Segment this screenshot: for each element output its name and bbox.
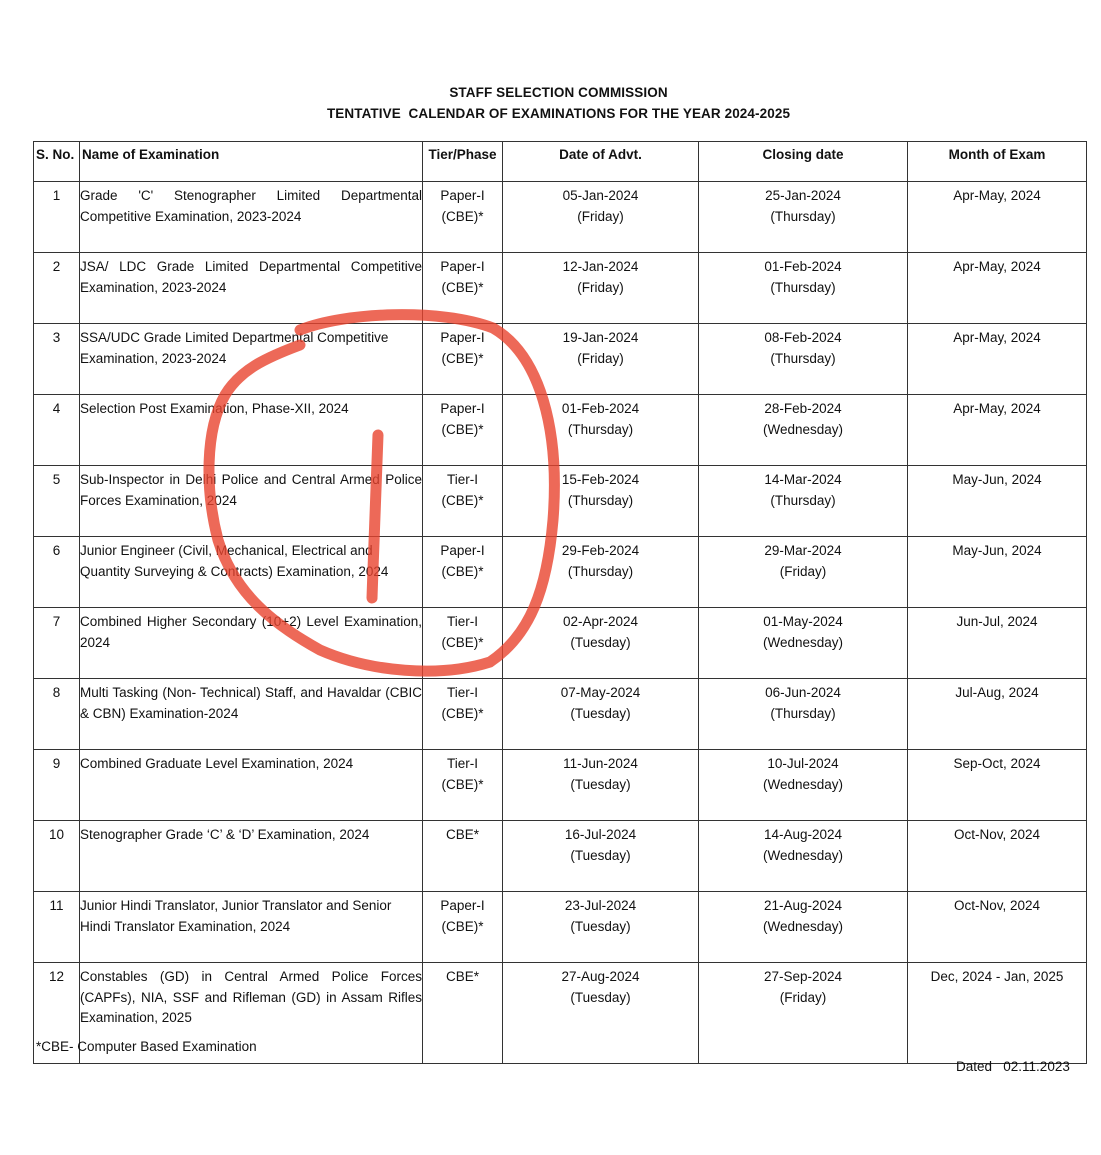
cell-exam-name-name-text: JSA/ LDC Grade Limited Departmental Competitive Examination, 2023-2024 [80,259,422,295]
cell-advt-date-advt-date-text: 02-Apr-2024 [562,614,639,629]
cell-exam-name-name-text: Multi Tasking (Non- Technical) Staff, and Havaldar (CBIC & CBN) Examination-2024 [80,685,422,721]
cell-sno [34,750,80,821]
cell-tier-tier1-text: Paper-I [440,543,485,558]
cell-closing-date-close-day-text: (Thursday) [770,208,836,224]
cell-tier [423,537,503,608]
cell-tier-tier1-text: Paper-I [440,401,485,416]
cell-sno [34,679,80,750]
cell-advt-date [503,963,699,1064]
cell-closing-date-close-day-text: (Friday) [779,563,827,579]
cell-month-month-text: Sep-Oct, 2024 [953,756,1041,771]
cell-exam-name-name-text: Selection Post Examination, Phase-XII, 2024 [80,401,349,416]
cell-month [908,395,1087,466]
cell-tier-tier2-text: (CBE)* [441,563,484,579]
cell-sno [34,395,80,466]
cell-advt-date-advt-date-text: 15-Feb-2024 [561,472,640,487]
cell-advt-date-advt-day-text: (Thursday) [567,563,634,579]
cell-sno-sno-text: 10 [48,827,65,842]
cell-advt-date-advt-day-text: (Thursday) [567,421,634,437]
cell-sno [34,324,80,395]
cell-exam-name-name-text: Combined Higher Secondary (10+2) Level Examination, 2024 [80,614,422,650]
cell-closing-date [699,821,908,892]
cell-exam-name [80,821,423,892]
cell-closing-date [699,892,908,963]
cell-tier-tier2-text: (CBE)* [441,350,484,366]
cell-exam-name-name-text: SSA/UDC Grade Limited Departmental Competitive Examination, 2023-2024 [80,330,389,366]
cell-tier [423,821,503,892]
cell-tier [423,892,503,963]
cell-sno [34,821,80,892]
cell-advt-date-advt-date-text: 29-Feb-2024 [561,543,640,558]
table-header-row [34,142,1087,182]
cell-tier-tier2-text: (CBE)* [441,918,484,934]
cell-tier-tier1-text: Tier-I [447,685,478,700]
cell-sno-sno-text: 5 [52,472,61,487]
cell-sno-sno-text: 7 [52,614,61,629]
cell-sno [34,608,80,679]
cell-closing-date-close-date-text: 01-Feb-2024 [764,259,842,274]
col-header-month: Month of Exam [908,142,1087,182]
cell-month [908,750,1087,821]
cell-tier [423,750,503,821]
cell-closing-date [699,608,908,679]
cell-advt-date-advt-date-text: 23-Jul-2024 [564,898,637,913]
calendar-subtitle: TENTATIVE CALENDAR OF EXAMINATIONS FOR THE YEAR 2024-2025 [326,106,791,121]
cell-closing-date-close-day-text: (Wednesday) [762,634,844,650]
cell-closing-date-close-day-text: (Friday) [779,989,827,1005]
cell-tier-tier2-text: (CBE)* [441,492,484,508]
cell-closing-date-close-day-text: (Thursday) [770,492,836,508]
table-row [34,182,1087,253]
cell-month [908,679,1087,750]
cell-advt-date-advt-date-text: 16-Jul-2024 [564,827,637,842]
cell-tier [423,608,503,679]
exam-calendar-table [33,141,1087,1064]
cell-month-month-text: Jul-Aug, 2024 [955,685,1039,700]
cell-exam-name-name-text: Grade 'C' Stenographer Limited Departmental Competitive Examination, 2023-2024 [80,188,422,224]
cell-advt-date-advt-day-text: (Tuesday) [570,634,631,650]
cell-advt-date [503,324,699,395]
dated-line: Dated 02.11.2023 [956,1059,1070,1074]
cell-sno-sno-text: 8 [52,685,61,700]
cell-tier-tier1-text: Tier-I [447,756,478,771]
cell-closing-date-close-date-text: 14-Mar-2024 [764,472,842,487]
cell-sno-sno-text: 12 [48,969,65,984]
cell-month [908,892,1087,963]
col-header-closing-date: Closing date [699,142,908,182]
cell-closing-date [699,253,908,324]
cell-tier-tier1-text: Paper-I [440,188,485,203]
cell-closing-date-close-day-text: (Wednesday) [762,918,844,934]
cell-closing-date [699,182,908,253]
cell-advt-date-advt-day-text: (Friday) [577,279,624,295]
cell-sno [34,892,80,963]
cell-advt-date-advt-date-text: 11-Jun-2024 [563,756,638,771]
cell-month-month-text: Oct-Nov, 2024 [953,827,1041,842]
col-header-sno: S. No. [34,142,80,182]
cell-sno-sno-text: 6 [52,543,61,558]
cell-advt-date-advt-day-text: (Tuesday) [570,705,631,721]
cell-closing-date-close-date-text: 25-Jan-2024 [765,188,841,203]
col-header-advt-date: Date of Advt. [503,142,699,182]
cell-tier [423,324,503,395]
organization-title: STAFF SELECTION COMMISSION [449,85,668,100]
cell-month-month-text: Apr-May, 2024 [953,259,1041,274]
cell-month-month-text: Dec, 2024 - Jan, 2025 [930,969,1064,984]
table-row [34,537,1087,608]
cell-advt-date-advt-day-text: (Friday) [577,208,624,224]
table-row [34,253,1087,324]
cell-advt-date-advt-date-text: 27-Aug-2024 [561,969,640,984]
cell-closing-date-close-date-text: 01-May-2024 [763,614,843,629]
cell-advt-date-advt-day-text: (Tuesday) [570,847,631,863]
cell-tier-tier2-text: (CBE)* [441,705,484,721]
cell-advt-date [503,892,699,963]
cell-closing-date-close-date-text: 14-Aug-2024 [763,827,843,842]
cell-advt-date [503,395,699,466]
cell-advt-date-advt-date-text: 12-Jan-2024 [562,259,639,274]
cell-month [908,253,1087,324]
cell-exam-name-name-text: Sub-Inspector in Delhi Police and Central Armed Police Forces Examination, 2024 [80,472,422,508]
cell-closing-date-close-day-text: (Wednesday) [762,421,844,437]
cell-exam-name [80,679,423,750]
cell-exam-name-name-text: Constables (GD) in Central Armed Police Forces (CAPFs), NIA, SSF and Rifleman (GD) in Assam Rifles Examination, 2025 [80,969,422,1025]
cell-closing-date-close-date-text: 21-Aug-2024 [763,898,843,913]
cbe-footnote: *CBE- Computer Based Examination [36,1039,257,1054]
cell-month-month-text: Apr-May, 2024 [953,188,1041,203]
cell-closing-date-close-day-text: (Thursday) [770,279,836,295]
cell-advt-date-advt-day-text: (Tuesday) [570,918,631,934]
cell-sno-sno-text: 3 [52,330,61,345]
cell-tier-tier1-text: Paper-I [440,330,485,345]
cell-tier-tier1-text: Tier-I [447,472,478,487]
cell-month-month-text: Apr-May, 2024 [953,330,1041,345]
cell-sno-sno-text: 4 [52,401,61,416]
cell-tier-tier2-text: (CBE)* [441,634,484,650]
cell-exam-name [80,182,423,253]
cell-month [908,466,1087,537]
cell-exam-name-name-text: Stenographer Grade ‘C’ & ‘D’ Examination, 2024 [80,827,370,842]
cell-closing-date-close-day-text: (Wednesday) [762,776,844,792]
cell-closing-date [699,324,908,395]
cell-month [908,182,1087,253]
table-row [34,892,1087,963]
table-row [34,324,1087,395]
cell-closing-date [699,466,908,537]
cell-exam-name [80,750,423,821]
cell-month [908,324,1087,395]
cell-tier [423,679,503,750]
cell-tier [423,963,503,1064]
table-row [34,750,1087,821]
cell-tier-tier1-text: Paper-I [440,259,485,274]
cell-advt-date [503,253,699,324]
cell-closing-date-close-date-text: 28-Feb-2024 [764,401,842,416]
cell-exam-name [80,892,423,963]
cell-closing-date-close-date-text: 27-Sep-2024 [763,969,843,984]
col-header-name: Name of Examination [80,142,423,182]
cell-exam-name-name-text: Junior Engineer (Civil, Mechanical, Electrical and Quantity Surveying & Contracts) Examination, 2024 [80,543,389,579]
table-row [34,608,1087,679]
cell-closing-date [699,537,908,608]
cell-advt-date [503,750,699,821]
cell-advt-date-advt-day-text: (Tuesday) [570,776,631,792]
cell-month [908,821,1087,892]
table-row [34,466,1087,537]
cell-exam-name [80,324,423,395]
cell-advt-date-advt-day-text: (Tuesday) [570,989,631,1005]
cell-sno [34,466,80,537]
cell-sno-sno-text: 1 [52,188,61,203]
cell-exam-name [80,253,423,324]
cell-month-month-text: Apr-May, 2024 [953,401,1041,416]
cell-advt-date [503,679,699,750]
cell-tier [423,395,503,466]
cell-tier [423,182,503,253]
cell-sno [34,537,80,608]
cell-tier-tier1-text: CBE* [445,827,479,842]
cell-exam-name [80,537,423,608]
cell-advt-date-advt-date-text: 01-Feb-2024 [561,401,640,416]
cell-tier-tier1-text: Paper-I [440,898,485,913]
cell-month-month-text: Oct-Nov, 2024 [953,898,1041,913]
cell-exam-name [80,466,423,537]
cell-sno-sno-text: 9 [52,756,61,771]
table-row [34,821,1087,892]
cell-advt-date [503,608,699,679]
cell-sno [34,182,80,253]
cell-sno-sno-text: 2 [52,259,61,274]
cell-month-month-text: Jun-Jul, 2024 [956,614,1038,629]
cell-month [908,608,1087,679]
cell-tier-tier2-text: (CBE)* [441,421,484,437]
cell-closing-date-close-day-text: (Wednesday) [762,847,844,863]
cell-advt-date [503,466,699,537]
cell-closing-date [699,395,908,466]
cell-month-month-text: May-Jun, 2024 [952,543,1042,558]
cell-tier-tier2-text: (CBE)* [441,776,484,792]
cell-exam-name-name-text: Combined Graduate Level Examination, 2024 [80,756,354,771]
cell-tier [423,253,503,324]
cell-advt-date [503,537,699,608]
table-row [34,679,1087,750]
cell-closing-date [699,963,908,1064]
cell-tier-tier2-text: (CBE)* [441,279,484,295]
cell-sno-sno-text: 11 [49,898,64,913]
cell-tier-tier1-text: CBE* [445,969,479,984]
cell-month-month-text: May-Jun, 2024 [952,472,1042,487]
cell-sno [34,253,80,324]
cell-advt-date-advt-date-text: 19-Jan-2024 [562,330,639,345]
cell-closing-date [699,679,908,750]
cell-advt-date [503,821,699,892]
cell-exam-name-name-text: Junior Hindi Translator, Junior Translator and Senior Hindi Translator Examination, 2024 [80,898,392,934]
cell-advt-date-advt-day-text: (Friday) [577,350,624,366]
cell-month [908,963,1087,1064]
cell-closing-date-close-day-text: (Thursday) [770,350,836,366]
cell-tier [423,466,503,537]
cell-exam-name [80,395,423,466]
cell-closing-date-close-date-text: 06-Jun-2024 [765,685,841,700]
cell-advt-date-advt-day-text: (Thursday) [567,492,634,508]
col-header-tier: Tier/Phase [423,142,503,182]
table-row [34,395,1087,466]
cell-closing-date-close-day-text: (Thursday) [770,705,836,721]
cell-advt-date-advt-date-text: 05-Jan-2024 [562,188,639,203]
cell-advt-date [503,182,699,253]
cell-month [908,537,1087,608]
cell-closing-date-close-date-text: 10-Jul-2024 [767,756,839,771]
cell-closing-date [699,750,908,821]
cell-tier-tier2-text: (CBE)* [441,208,484,224]
cell-closing-date-close-date-text: 08-Feb-2024 [764,330,842,345]
cell-advt-date-advt-date-text: 07-May-2024 [560,685,641,700]
cell-exam-name [80,608,423,679]
cell-closing-date-close-date-text: 29-Mar-2024 [764,543,842,558]
cell-tier-tier1-text: Tier-I [447,614,478,629]
